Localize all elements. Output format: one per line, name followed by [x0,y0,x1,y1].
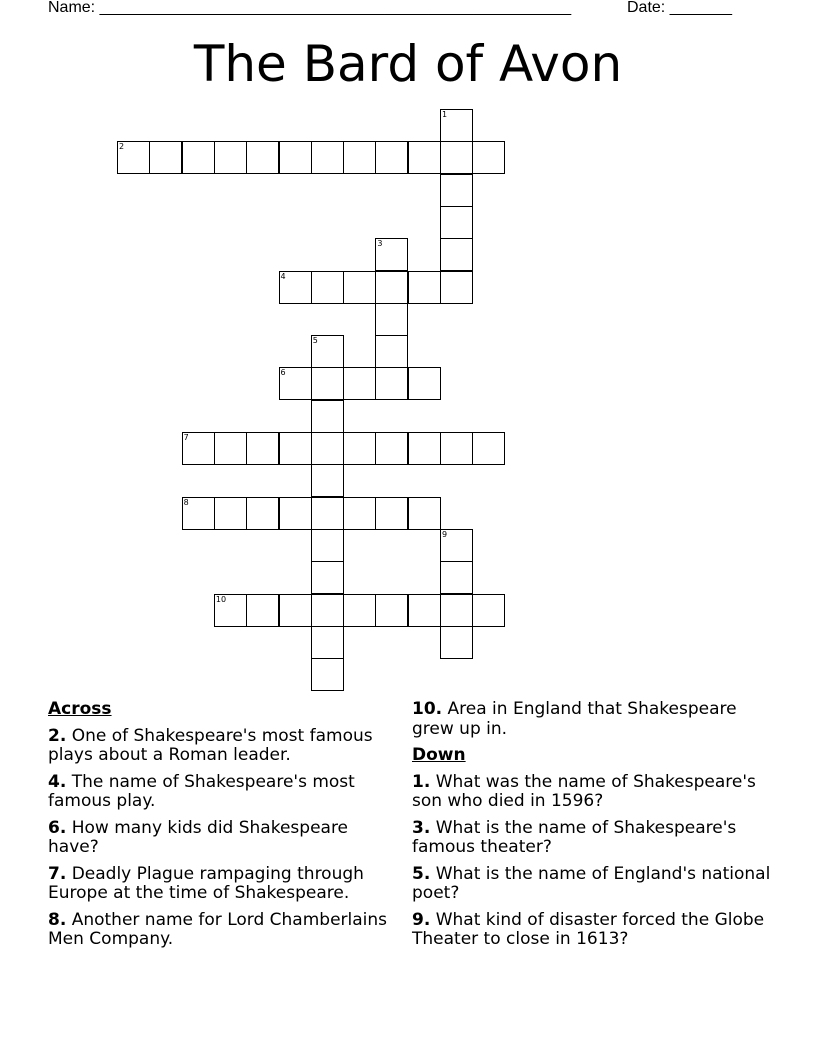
grid-cell[interactable] [408,367,441,400]
grid-cell[interactable] [311,658,344,691]
page-title: The Bard of Avon [193,35,623,93]
cell-number: 7 [183,433,189,442]
cell-number: 4 [280,271,286,281]
grid-cell[interactable] [311,271,344,304]
grid-cell[interactable] [440,206,473,239]
cell-number: 9 [442,529,448,539]
grid-cell[interactable] [311,497,344,530]
grid-cell[interactable] [408,141,441,174]
grid-cell[interactable] [214,594,247,627]
down-clues [412,700,772,957]
date-field[interactable]: _______ [669,0,732,16]
grid-cell[interactable] [472,141,505,174]
grid-cell[interactable] [311,400,344,433]
grid-cell[interactable] [375,238,408,271]
grid-cell[interactable] [408,594,441,627]
grid-cell[interactable] [246,141,279,174]
grid-cell[interactable] [149,141,182,174]
cell-number: 1 [442,110,448,119]
cell-number: 6 [280,368,286,378]
grid-cell[interactable] [343,432,376,465]
grid-cell[interactable] [214,497,247,530]
grid-cell[interactable] [440,561,473,594]
across-heading: Across [48,699,112,719]
grid-cell[interactable] [375,271,408,304]
clue-down-5: 5. What is the name of England's national poet? [412,863,771,903]
across-clues [48,700,388,957]
clue-down-3: 3. What is the name of Shakespeare's famous theater? [412,817,737,857]
grid-cell[interactable] [311,335,344,368]
grid-cell[interactable] [408,497,441,530]
grid-cell[interactable] [311,367,344,400]
grid-cell[interactable] [279,432,312,465]
grid-cell[interactable] [440,109,473,142]
clue-across-8: 8. Another name for Lord Chamberlains Men Company. [48,909,388,949]
grid-cell[interactable] [440,271,473,304]
grid-cell[interactable] [472,432,505,465]
grid-cell[interactable] [440,626,473,659]
grid-cell[interactable] [343,271,376,304]
grid-cell[interactable] [311,141,344,174]
grid-cell[interactable] [279,367,312,400]
grid-cell[interactable] [311,529,344,562]
cell-number: 8 [183,497,189,507]
grid-cell[interactable] [214,432,247,465]
grid-cell[interactable] [182,432,215,465]
grid-cell[interactable] [214,141,247,174]
grid-cell[interactable] [408,432,441,465]
grid-cell[interactable] [311,432,344,465]
grid-cell[interactable] [311,594,344,627]
grid-cell[interactable] [279,594,312,627]
grid-cell[interactable] [343,594,376,627]
cell-number: 5 [312,336,318,346]
grid-cell[interactable] [408,271,441,304]
grid-cell[interactable] [182,141,215,174]
grid-cell[interactable] [311,561,344,594]
clue-across-2: 2. One of Shakespeare's most famous plays about a Roman leader. [48,725,373,765]
grid-cell[interactable] [279,497,312,530]
grid-cell[interactable] [279,141,312,174]
grid-cell[interactable] [343,141,376,174]
cell-number: 10 [215,594,227,604]
down-heading: Down [412,745,466,765]
clue-across-6: 6. How many kids did Shakespeare have? [48,817,349,857]
grid-cell[interactable] [343,497,376,530]
cell-number: 3 [377,239,383,249]
grid-cell[interactable] [117,141,150,174]
name-field[interactable]: _____________________________________________________ [99,0,572,16]
clue-down-9: 9. What kind of disaster forced the Globe Theater to close in 1613? [412,909,765,949]
grid-cell[interactable] [246,594,279,627]
grid-cell[interactable] [311,464,344,497]
grid-cell[interactable] [375,141,408,174]
grid-cell[interactable] [343,367,376,400]
clue-across-7: 7. Deadly Plague rampaging through Europe at the time of Shakespeare. [48,863,364,903]
grid-cell[interactable] [440,529,473,562]
grid-cell[interactable] [375,594,408,627]
grid-cell[interactable] [375,303,408,336]
grid-cell[interactable] [440,432,473,465]
grid-cell[interactable] [440,141,473,174]
grid-cell[interactable] [375,497,408,530]
cell-number: 2 [119,142,125,152]
grid-cell[interactable] [182,497,215,530]
clue-across-4: 4. The name of Shakespeare's most famous play. [48,771,355,811]
grid-cell[interactable] [472,594,505,627]
grid-cell[interactable] [279,271,312,304]
grid-cell[interactable] [246,497,279,530]
grid-cell[interactable] [440,594,473,627]
grid-cell[interactable] [440,238,473,271]
grid-cell[interactable] [375,335,408,368]
name-label: Name: [48,0,96,16]
grid-cell[interactable] [311,626,344,659]
date-label: Date: [627,0,666,16]
grid-cell[interactable] [375,432,408,465]
grid-cell[interactable] [246,432,279,465]
grid-cell[interactable] [375,367,408,400]
clue-across-10: 10. Area in England that Shakespeare grew up in. [412,699,737,739]
clue-down-1: 1. What was the name of Shakespeare's son who died in 1596? [412,771,756,811]
grid-cell[interactable] [440,174,473,207]
